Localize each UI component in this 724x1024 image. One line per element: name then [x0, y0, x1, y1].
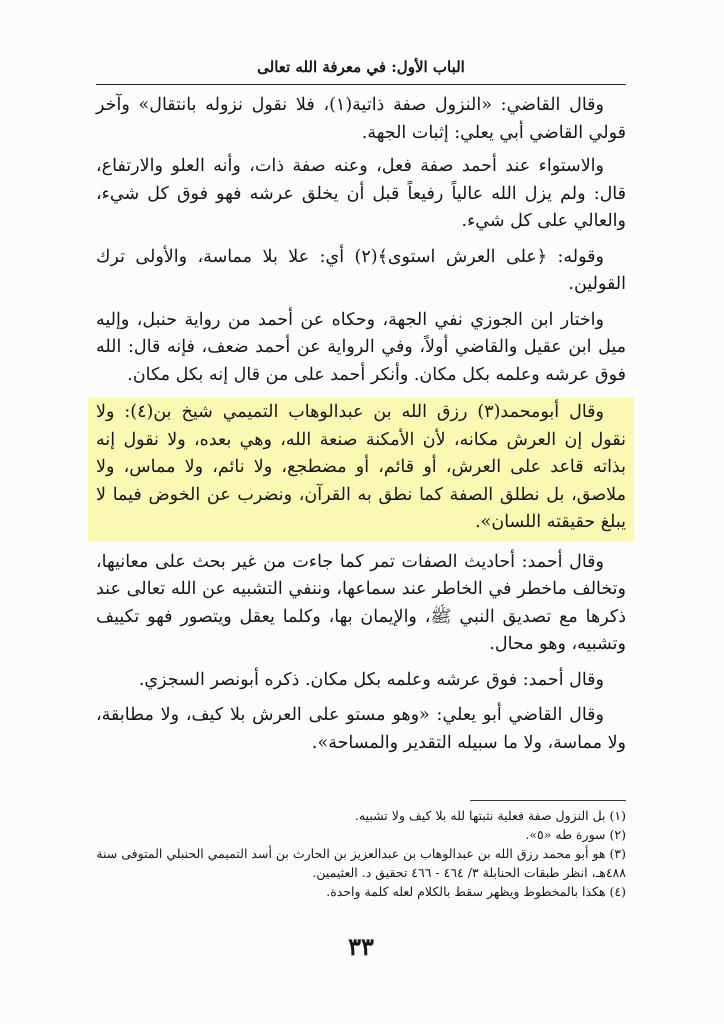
- footnote-4: (٤) هكذا بالمخطوط ويظهر سقط بالكلام لعله كلمة واحدة.: [326, 884, 626, 899]
- footnote-2: (٢) سورة طه «٥».: [525, 827, 626, 842]
- page-number: ٣٣: [348, 932, 374, 961]
- footnote-3: (٣) هو أبو محمد رزق الله بن عبدالوهاب بن عبدالعزيز بن الحارث بن أسد التميمي الحنبلي المتوفى سنة ٤٨٨هـ، انظر طبقات الحنابلة ٣/ ٤٦٤ - ٤٦٦ تحقيق د. العثيمين.: [96, 846, 626, 880]
- paragraph-istiwa: والاستواء عند أحمد صفة فعل، وعنه صفة ذات، وأنه العلو والارتفاع، قال: ولم يزل الله عالياً رفيعاً قبل أن يخلق عرشه فهو فوق كل شيء، والعالي على كل شيء.: [96, 156, 626, 231]
- paragraph-ahmad-arsh: وقال أحمد: فوق عرشه وعلمه بكل مكان. ذكره أبونصر السجزي.: [138, 669, 604, 690]
- footnote-divider: [470, 800, 626, 801]
- paragraph-ibn-jawzi: واختار ابن الجوزي نفي الجهة، وحكاه عن أحمد من رواية حنبل، وإليه ميل ابن عقيل والقاضي أولاً، وفي الرواية عن أحمد ضعف، فإنه قال: الله فوق عرشه وعلمه بكل مكان. وأنكر أحمد على من قال إنه بكل مكان.: [96, 309, 626, 385]
- main-text: [96, 92, 626, 765]
- paragraph-qadi-nuzul: وقال القاضي: «النزول صفة ذاتية(١)، فلا نقول نزوله بانتقال» وآخر قولي القاضي أبي يعلي: إثبات الجهة.: [96, 95, 626, 143]
- header-divider: [96, 84, 626, 85]
- paragraph-qadi-abu-yala: وقال القاضي أبو يعلي: «وهو مستو على العرش بلا كيف، ولا مطابقة، ولا مماسة، ولا ما سبيله التقدير والمساحة».: [96, 705, 626, 753]
- footnote-1: (١) بل النزول صفة فعلية نثبتها لله بلا كيف ولا تشبيه.: [354, 808, 626, 823]
- highlighted-paragraph: وقال أبومحمد(٣) رزق الله بن عبدالوهاب التميمي شيخ بن(٤): ولا نقول إن العرش مكانه، لأن الأمكنة صنعة الله، وهي بعده، ولا نقول إنه بذاته قاعد على العرش، أو قائم، أو مضطجع، ولا نائم، ولا مماس، ولا ملاصق، بل نطلق الصفة كما نطق به القرآن، ونضرب عن الخوض فيما لا يبلغ حقيقته اللسان».: [88, 397, 634, 541]
- paragraph-ahmad-sifat: وقال أحمد: أحاديث الصفات تمر كما جاءت من غير بحث على معانيها، وتخالف ماخطر في الخاطر عند سماعها، وننفي التشبيه عن الله تعالى عند ذكرها مع تصديق النبي ﷺ، والإيمان بها، وكلما يعقل ويتصور فهو تكييف وتشبيه، وهو محال.: [96, 551, 626, 654]
- footnotes: [96, 806, 626, 901]
- running-header: الباب الأول: في معرفة الله تعالى: [257, 58, 465, 76]
- paragraph-quran-verse: وقوله: ﴿على العرش استوى﴾(٢) أي: علا بلا مماسة، والأولى ترك القولين.: [96, 246, 626, 294]
